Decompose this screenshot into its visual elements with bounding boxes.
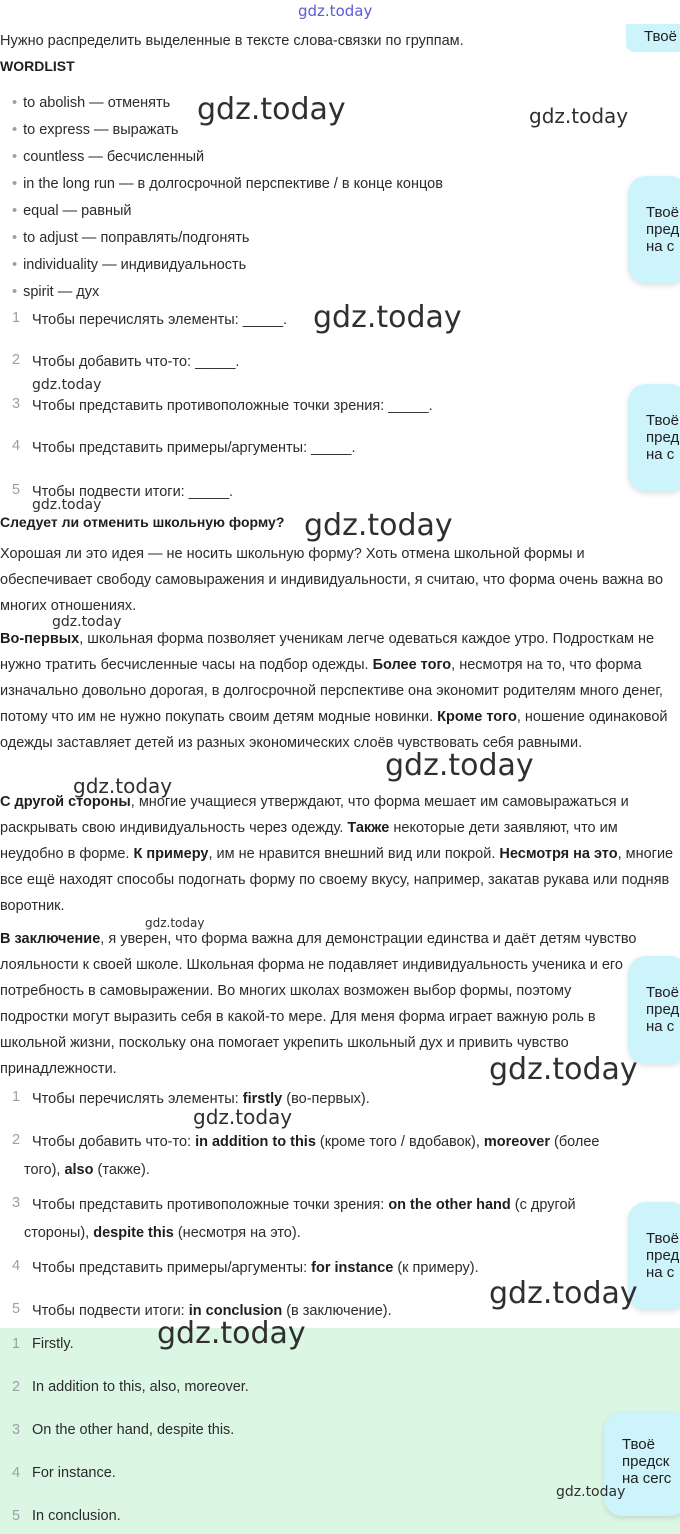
filled-text: стороны), despite this (несмотря на это). bbox=[24, 1225, 301, 1241]
answer-text: For instance. bbox=[32, 1465, 116, 1481]
question-number: 5 bbox=[12, 1301, 21, 1317]
question-number: 1 bbox=[12, 1089, 21, 1105]
filled-text: Чтобы перечислять элементы: firstly (во-первых). bbox=[32, 1091, 370, 1107]
answer-text: In addition to this, also, moreover. bbox=[32, 1379, 249, 1395]
paragraph-text: , школьная форма позволяет ученикам легче одеваться каждое утро. Подросткам не нужно тратить бесчисленные часы на подбор одежды. bbox=[0, 631, 655, 673]
watermark: gdz.today bbox=[298, 2, 373, 20]
answer-number: 1 bbox=[12, 1336, 21, 1352]
question-text: Чтобы представить примеры/аргументы: _____. bbox=[32, 440, 356, 456]
list-item-text: equal — равный bbox=[23, 203, 132, 219]
watermark: gdz.today bbox=[157, 1316, 306, 1351]
watermark: gdz.today bbox=[304, 508, 453, 543]
question-number: 3 bbox=[12, 396, 21, 412]
list-item: • individuality — индивидуальность bbox=[12, 257, 247, 273]
filled-text: Чтобы подвести итоги: in conclusion (в заключение). bbox=[32, 1303, 392, 1319]
watermark: gdz.today bbox=[197, 92, 346, 127]
answer-text: In conclusion. bbox=[32, 1508, 121, 1524]
ad-card-text: пред bbox=[646, 429, 680, 446]
answer-number: 5 bbox=[12, 1508, 21, 1524]
filled-text: Чтобы представить противоположные точки зрения: on the other hand (с другой bbox=[32, 1197, 576, 1213]
ad-card[interactable] bbox=[626, 24, 680, 52]
question-number: 2 bbox=[12, 1132, 21, 1148]
ad-card-text: пред bbox=[646, 221, 680, 238]
question-text: Чтобы подвести итоги: _____. bbox=[32, 484, 234, 500]
question-number: 2 bbox=[12, 352, 21, 368]
question-number: 4 bbox=[12, 1258, 21, 1274]
linking-word: Более того bbox=[372, 657, 452, 673]
essay-paragraph bbox=[0, 626, 676, 756]
ad-card[interactable] bbox=[604, 1412, 680, 1516]
essay-paragraph bbox=[0, 789, 676, 919]
linking-word: Несмотря на это bbox=[499, 846, 618, 862]
answer-text: Firstly. bbox=[32, 1336, 74, 1352]
question-number: 3 bbox=[12, 1195, 21, 1211]
ad-card-text: Твоё bbox=[646, 984, 679, 1001]
filled-text: Чтобы представить примеры/аргументы: for instance (к примеру). bbox=[32, 1260, 479, 1276]
paragraph-text: , я уверен, что форма важна для демонстрации единства и даёт детям чувство лояльности к своей школе. Школьная форма не подавляет индивидуальность ученика и его потребность в самовыражении. Во многих школах возможен выбор формы, поэтому подростки могут выразить себя в какой-то мере. Для меня форма играет важную роль в школьной жизни, поскольку она помогает укрепить школьный дух и привить чувство принадлежности. bbox=[0, 931, 637, 1077]
list-item: • spirit — дух bbox=[12, 284, 100, 300]
ad-card-text: Твоё bbox=[644, 28, 677, 45]
paragraph-text: , несмотря на то, что форма изначально довольно дорогая, в долгосрочной перспективе она экономит родителям много денег, потому что им не нужно покупать своим детям модные новинки. bbox=[0, 657, 663, 725]
watermark: gdz.today bbox=[52, 614, 122, 630]
list-item: • in the long run — в долгосрочной перспективе / в конце концов bbox=[12, 176, 443, 192]
watermark: gdz.today bbox=[32, 377, 102, 393]
ad-card-text: на с bbox=[646, 1264, 675, 1281]
question-text: Чтобы перечислять элементы: _____. bbox=[32, 312, 288, 328]
watermark: gdz.today bbox=[145, 916, 205, 930]
filled-text: того), also (также). bbox=[24, 1162, 150, 1178]
watermark: gdz.today bbox=[489, 1052, 638, 1087]
watermark: gdz.today bbox=[529, 104, 629, 128]
watermark: gdz.today bbox=[32, 497, 102, 513]
ad-card-text: на с bbox=[646, 238, 675, 255]
filled-text: Чтобы добавить что-то: in addition to this (кроме того / вдобавок), moreover (более bbox=[32, 1134, 600, 1150]
answer-number: 4 bbox=[12, 1465, 21, 1481]
watermark: gdz.today bbox=[385, 748, 534, 783]
ad-card-text: на сегс bbox=[622, 1470, 672, 1487]
list-item: • to abolish — отменять bbox=[12, 95, 171, 111]
list-item-text: to abolish — отменять bbox=[23, 95, 171, 111]
watermark: gdz.today bbox=[489, 1276, 638, 1311]
wordlist-title: WORDLIST bbox=[0, 58, 75, 74]
instruction-text: Нужно распределить выделенные в тексте слова-связки по группам. bbox=[0, 33, 464, 49]
essay-paragraph: Хорошая ли это идея — не носить школьную форму? Хоть отмена школьной формы и обеспечивает свободу самовыражения и индивидуальности, я считаю, что форма очень важна во многих отношениях. bbox=[0, 546, 664, 614]
ad-card-text: Твоё bbox=[646, 412, 679, 429]
ad-card-text: Твоё bbox=[646, 1230, 679, 1247]
answer-number: 3 bbox=[12, 1422, 21, 1438]
list-item: • to express — выражать bbox=[12, 122, 179, 138]
essay-title: Следует ли отменить школьную форму? bbox=[0, 514, 285, 530]
ad-card-text: Твоё bbox=[646, 204, 679, 221]
paragraph-text: , им не нравится внешний вид или покрой. bbox=[208, 846, 500, 862]
watermark: gdz.today bbox=[556, 1484, 626, 1500]
watermark: gdz.today bbox=[313, 300, 462, 335]
ad-card-text: предск bbox=[622, 1453, 670, 1470]
ad-card-text: на с bbox=[646, 446, 675, 463]
list-item-text: in the long run — в долгосрочной перспективе / в конце концов bbox=[23, 176, 443, 192]
linking-word: Кроме того bbox=[437, 709, 517, 725]
ad-card-text: пред bbox=[646, 1247, 680, 1264]
list-item-text: spirit — дух bbox=[23, 284, 100, 300]
paragraph-text: некоторые дети заявляют, что им неудобно в форме. bbox=[0, 820, 618, 862]
linking-word: С другой стороны bbox=[0, 794, 131, 810]
ad-card-text: на с bbox=[646, 1018, 675, 1035]
question-text: Чтобы добавить что-то: _____. bbox=[32, 354, 240, 370]
question-number: 1 bbox=[12, 310, 21, 326]
question-number: 4 bbox=[12, 438, 21, 454]
list-item: • countless — бесчисленный bbox=[12, 149, 205, 165]
watermark: gdz.today bbox=[73, 774, 173, 798]
paragraph-text: , ношение одинаковой одежды заставляет детей из разных экономических слоёв чувствовать себя равными. bbox=[0, 709, 668, 751]
answer-text: On the other hand, despite this. bbox=[32, 1422, 235, 1438]
list-item: • equal — равный bbox=[12, 203, 132, 219]
paragraph-text: , многие учащиеся утверждают, что форма мешает им самовыражаться и раскрывать свою индивидуальность через одежду. bbox=[0, 794, 629, 836]
linking-word: К примеру bbox=[133, 846, 209, 862]
list-item-text: individuality — индивидуальность bbox=[23, 257, 247, 273]
ad-card-text: пред bbox=[646, 1001, 680, 1018]
linking-word: В заключение bbox=[0, 931, 101, 947]
list-item: • to adjust — поправлять/подгонять bbox=[12, 230, 250, 246]
ad-card[interactable] bbox=[628, 384, 680, 492]
ad-card[interactable] bbox=[628, 176, 680, 284]
linking-word: Во-первых bbox=[0, 631, 80, 647]
list-item-text: to adjust — поправлять/подгонять bbox=[23, 230, 250, 246]
ad-card[interactable] bbox=[628, 956, 680, 1064]
list-item-text: to express — выражать bbox=[23, 122, 179, 138]
question-number: 5 bbox=[12, 482, 21, 498]
watermark: gdz.today bbox=[193, 1105, 293, 1129]
list-item-text: countless — бесчисленный bbox=[23, 149, 205, 165]
answer-number: 2 bbox=[12, 1379, 21, 1395]
question-text: Чтобы представить противоположные точки зрения: _____. bbox=[32, 398, 433, 414]
ad-card-text: Твоё bbox=[622, 1436, 655, 1453]
paragraph-text: , многие все ещё находят способы подогнать форму по своему вкусу, например, закатав рукава или подняв воротник. bbox=[0, 846, 674, 914]
linking-word: Также bbox=[347, 820, 390, 836]
